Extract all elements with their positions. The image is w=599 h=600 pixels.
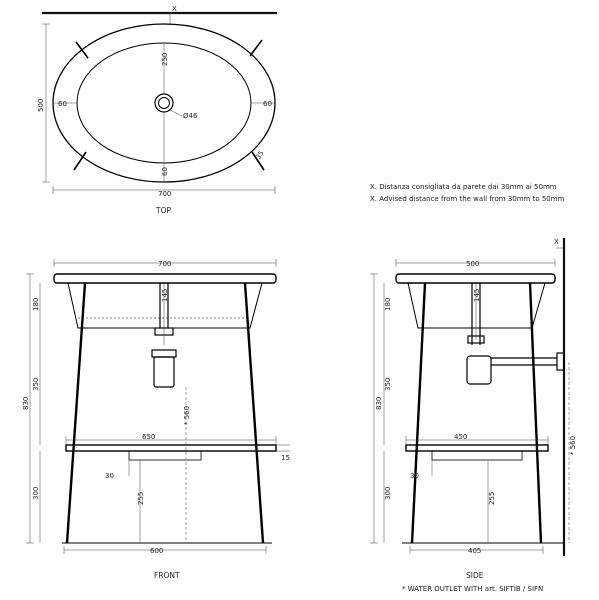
side-top-width: 500 [466,260,480,268]
side-h-total: 830 [375,396,383,410]
front-shelf-width: 650 [142,433,156,441]
top-label: TOP [156,206,172,215]
side-shelf-width: 450 [454,433,468,441]
drain-inner [159,98,170,109]
note-italian: X. Distanza consigliata da parete dai 30mm ai 50mm [370,183,557,191]
front-shelf [66,445,276,451]
front-leg-left [67,283,85,543]
side-drawer [432,451,522,460]
front-shelf-thk: 15 [281,454,290,462]
side-drawer-h: 30 [410,472,419,480]
side-leg-right [530,283,541,543]
side-view [370,238,577,580]
side-label: SIDE [466,571,484,580]
drain-outer [155,94,173,112]
front-view [22,259,290,580]
top-rim-left: 60 [58,100,67,108]
top-depth: 500 [37,98,45,112]
front-shelf-height: 255 [137,491,145,505]
top-rim-bottom: 60 [161,167,169,176]
front-leg-right [245,283,263,543]
front-trap-body [154,357,174,387]
side-basin-rim [396,274,555,283]
top-drain-dia: Ø46 [183,112,198,120]
front-h-basin: 180 [32,297,40,311]
side-base-width: 405 [468,547,482,555]
front-drawer [129,451,201,460]
front-label: FRONT [154,571,180,580]
note-english: X. Advised distance from the wall from 30mm to 50mm [370,195,565,203]
side-h-lower: 300 [384,486,392,500]
leg-tr [250,40,262,56]
front-base-width: 600 [150,547,164,555]
side-x-mark: X [554,238,559,246]
side-shelf-height: 255 [488,491,496,505]
top-rim-right: 60 [263,100,272,108]
top-basin-depth: 250 [161,52,169,66]
side-trap-body [467,356,491,384]
front-trap-joint [152,350,176,357]
side-shelf [406,445,548,451]
top-angle: 35 [254,149,266,162]
footnote: * WATER OUTLET WITH art. SIFTIB / SIFN [402,585,544,593]
side-h-middle: 350 [384,377,392,391]
top-width: 700 [158,190,172,198]
side-h-basin: 180 [384,297,392,311]
front-trap: 145 [161,288,169,302]
front-drawer-h: 30 [105,472,114,480]
front-h-total: 830 [22,396,30,410]
front-top-width: 700 [158,260,172,268]
top-view [37,5,277,215]
drain-leader [170,110,182,116]
front-basin-rim [54,274,276,283]
top-x-mark: X [172,5,177,13]
front-outlet: * 560 [183,405,191,425]
side-leg-left [412,283,425,543]
side-outlet: * 560 [569,435,577,455]
front-h-lower: 300 [32,486,40,500]
side-trap: 145 [473,288,481,302]
front-h-middle: 350 [32,377,40,391]
